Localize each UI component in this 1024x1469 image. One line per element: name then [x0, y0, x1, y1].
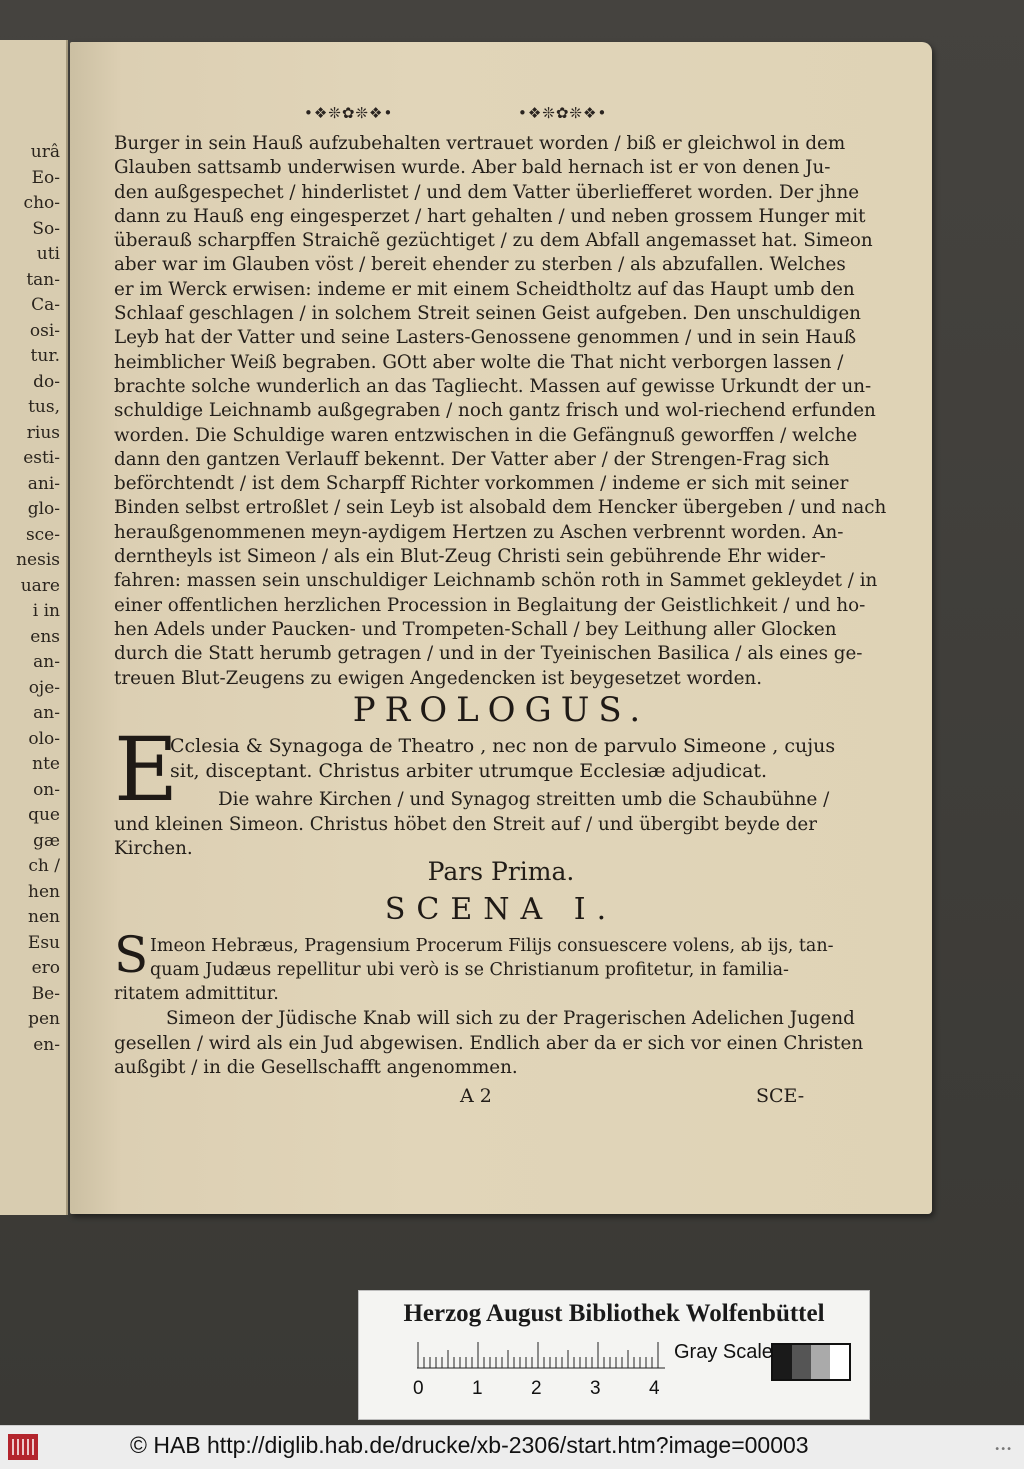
left-page-fragment: gæ: [33, 830, 60, 851]
body-line: derntheyls ist Simeon / als ein Blut-Zeug Christi sein gebührende Ehr wider-: [114, 546, 826, 568]
color-reference-card: [358, 1290, 870, 1420]
signature-mark: A 2: [460, 1085, 492, 1107]
left-page-fragment: esti-: [23, 448, 60, 468]
left-page-fragment: sce-: [25, 524, 60, 545]
scena-heading: SCENA I.: [384, 892, 618, 927]
left-page-edge: [0, 40, 68, 1215]
ruler-number: 4: [649, 1378, 660, 1399]
left-page-fragment: Esu: [27, 932, 60, 953]
body-line: beförchtendt / ist dem Scharpff Richter vorkommen / indeme er sich mit seiner: [114, 473, 849, 495]
catchword: SCE-: [756, 1085, 805, 1107]
body-line: fahren: massen sein unschuldiger Leichnamb schön roth in Sammet gekleydet / in: [114, 570, 878, 592]
scena-latin-line: quam Judæus repellitur ubi verò is se Christianum profitetur, in familia-: [150, 960, 789, 980]
body-line: aber war im Glauben vöst / bereit ehender zu sterben / als abzufallen. Welches: [114, 254, 846, 276]
left-page-fragment: oje-: [28, 677, 60, 698]
left-page-fragment: i in: [32, 601, 60, 621]
left-page-fragment: Ca-: [31, 295, 60, 315]
body-line: einer offentlichen herzlichen Procession in Beglaitung der Geistlichkeit / und ho-: [114, 594, 866, 616]
left-page-fragment: olo-: [28, 728, 60, 749]
body-line: hen Adels under Paucken- und Trompeten-Schall / bey Leithung aller Glocken: [114, 618, 837, 640]
left-page-fragment: que: [28, 805, 60, 825]
left-page-fragment: nesis: [16, 550, 60, 570]
body-line: Leyb hat der Vatter und seine Lasters-Genossene genommen / und in sein Hauß: [114, 327, 857, 349]
body-line: Burger in sein Hauß aufzubehalten vertrauet worden / biß er gleichwol in dem: [114, 133, 846, 154]
gray-scale-label: Gray Scale: [674, 1341, 773, 1363]
left-page-fragment: ch /: [28, 856, 60, 876]
scena-german-line: Simeon der Jüdische Knab will sich zu der Pragerischen Adelichen Jugend: [166, 1008, 855, 1029]
gray-swatch: [773, 1345, 792, 1379]
prologus-dropcap: E: [114, 718, 179, 821]
left-page-fragment: tus,: [28, 397, 60, 417]
left-page-fragment: ens: [30, 626, 60, 647]
footer-dots-icon: •••: [994, 1444, 1012, 1455]
ruler-number: 0: [413, 1378, 424, 1399]
body-line: heraußgenommenen meyn-aydigem Hertzen zu Aschen verbrennt worden. An-: [114, 521, 844, 543]
ruler-number: 2: [531, 1378, 542, 1399]
footer-bar: [0, 1425, 1024, 1469]
left-page-fragment: cho-: [23, 193, 60, 213]
gray-swatch: [830, 1345, 849, 1379]
left-page-fragment: an-: [33, 703, 60, 723]
body-line: dann zu Hauß eng eingesperzet / hart gehalten / und neben grossem Hunger mit: [114, 205, 866, 227]
ornament-left: •❖❊✿❊❖•: [304, 104, 394, 122]
left-page-fragment: glo-: [27, 499, 60, 519]
body-line: worden. Die Schuldige waren entzwischen in die Gefängnuß geworffen / welche: [114, 424, 858, 446]
prologus-german-line: Die wahre Kirchen / und Synagog streitten umb die Schaubühne /: [218, 789, 830, 810]
left-page-fragment: hen: [28, 881, 60, 902]
left-page-fragment: do-: [33, 371, 60, 392]
footer-url-text: © HAB http://diglib.hab.de/drucke/xb-2306/start.htm?image=00003: [130, 1432, 809, 1458]
body-line: schuldige Leichnamb außgegraben / noch gantz frisch und wol-riechend erfunden: [114, 400, 876, 422]
gray-swatch: [792, 1345, 811, 1379]
left-page-fragment: pen: [28, 1009, 60, 1029]
header-ornaments: [70, 104, 932, 124]
left-page-text: [4, 140, 60, 1058]
body-line: dann den gantzen Verlauff bekennt. Der Vatter aber / der Strengen-Frag sich: [114, 448, 830, 470]
left-page-fragment: Be-: [31, 983, 60, 1004]
scena-latin-line: ritatem admittitur.: [114, 984, 279, 1004]
scena-german-line: außgibt / in die Gesellschafft angenommen.: [114, 1057, 518, 1078]
ornament-right: •❖❊✿❊❖•: [518, 104, 608, 122]
body-line: treuen Blut-Zeugens zu ewigen Angedencken ist beygesetzet worden.: [114, 667, 763, 689]
book-page: [70, 42, 932, 1214]
hab-logo-icon: [8, 1434, 38, 1460]
scena-latin-line: Imeon Hebræus, Pragensium Procerum Filijs consuescere volens, ab ijs, tan-: [150, 936, 834, 956]
left-page-fragment: uti: [36, 244, 60, 264]
body-line: überauß scharpffen Straichẽ gezüchtiget / zu dem Abfall angemasset hat. Simeon: [114, 230, 873, 252]
left-page-fragment: an-: [33, 652, 60, 672]
body-line: Glauben sattsamb underwisen wurde. Aber bald hernach ist er von denen Ju-: [114, 157, 831, 179]
left-page-fragment: osi-: [29, 320, 60, 341]
ruler-number: 1: [472, 1378, 483, 1399]
left-page-fragment: tur.: [30, 346, 60, 366]
gray-scale-swatches: [771, 1343, 851, 1381]
prologus-latin-line: sit, disceptant. Christus arbiter utrumque Ecclesiæ adjudicat.: [170, 760, 768, 782]
left-page-fragment: So-: [32, 218, 60, 239]
left-page-fragment: urâ: [30, 142, 60, 162]
prologus-german-line: und kleinen Simeon. Christus höbet den Streit auf / und übergibt beyde der: [114, 814, 817, 835]
left-page-fragment: nte: [32, 754, 60, 774]
scena-german-line: gesellen / wird als ein Jud abgewisen. Endlich aber da er sich vor einen Christen: [114, 1033, 864, 1054]
left-page-fragment: en-: [33, 1034, 60, 1055]
ruler-number: 3: [590, 1378, 601, 1399]
left-page-fragment: ero: [31, 958, 60, 978]
left-page-fragment: uare: [20, 575, 60, 596]
left-page-fragment: ani-: [27, 473, 60, 494]
body-line: heimblicher Weiß begraben. GOtt aber wolte die That nicht verborgen lassen /: [114, 351, 844, 373]
body-paragraph: [114, 132, 886, 691]
body-line: Binden selbst ertroßlet / sein Leyb ist alsobald dem Hencker übergeben / und nach: [114, 497, 886, 519]
body-line: den außgespechet / hinderlistet / und dem Vatter überliefferet worden. Der jhne: [114, 181, 860, 203]
left-page-fragment: on-: [33, 779, 60, 800]
prologus-heading: PROLOGUS.: [352, 690, 650, 730]
library-name: Herzog August Bibliothek Wolfenbüttel: [403, 1300, 825, 1327]
body-line: er im Werck erwisen: indeme er mit einem Scheidtholtz auf das Haupt umb den: [114, 278, 855, 300]
body-line: Schlaaf geschlagen / in solchem Streit seinen Geist aufgeben. Den unschuldigen: [114, 303, 861, 325]
left-page-fragment: Eo-: [31, 167, 60, 188]
gray-swatch: [811, 1345, 830, 1379]
left-page-fragment: rius: [26, 422, 60, 443]
left-page-fragment: tan-: [26, 269, 60, 290]
prologus-german-line: Kirchen.: [114, 838, 193, 859]
left-page-fragment: nen: [28, 907, 60, 927]
body-line: durch die Statt herumb getragen / und in der Tyeinischen Basilica / als eines ge-: [114, 643, 863, 665]
body-line: brachte solche wunderlich an das Tagliecht. Massen auf gewisse Urkundt der un-: [114, 375, 872, 397]
pars-heading: Pars Prima.: [427, 857, 575, 886]
prologus-latin-line: Cclesia & Synagoga de Theatro , nec non de parvulo Simeone , cujus: [170, 735, 836, 757]
ruler-scale: [417, 1341, 665, 1369]
scena-dropcap: S: [114, 926, 149, 984]
